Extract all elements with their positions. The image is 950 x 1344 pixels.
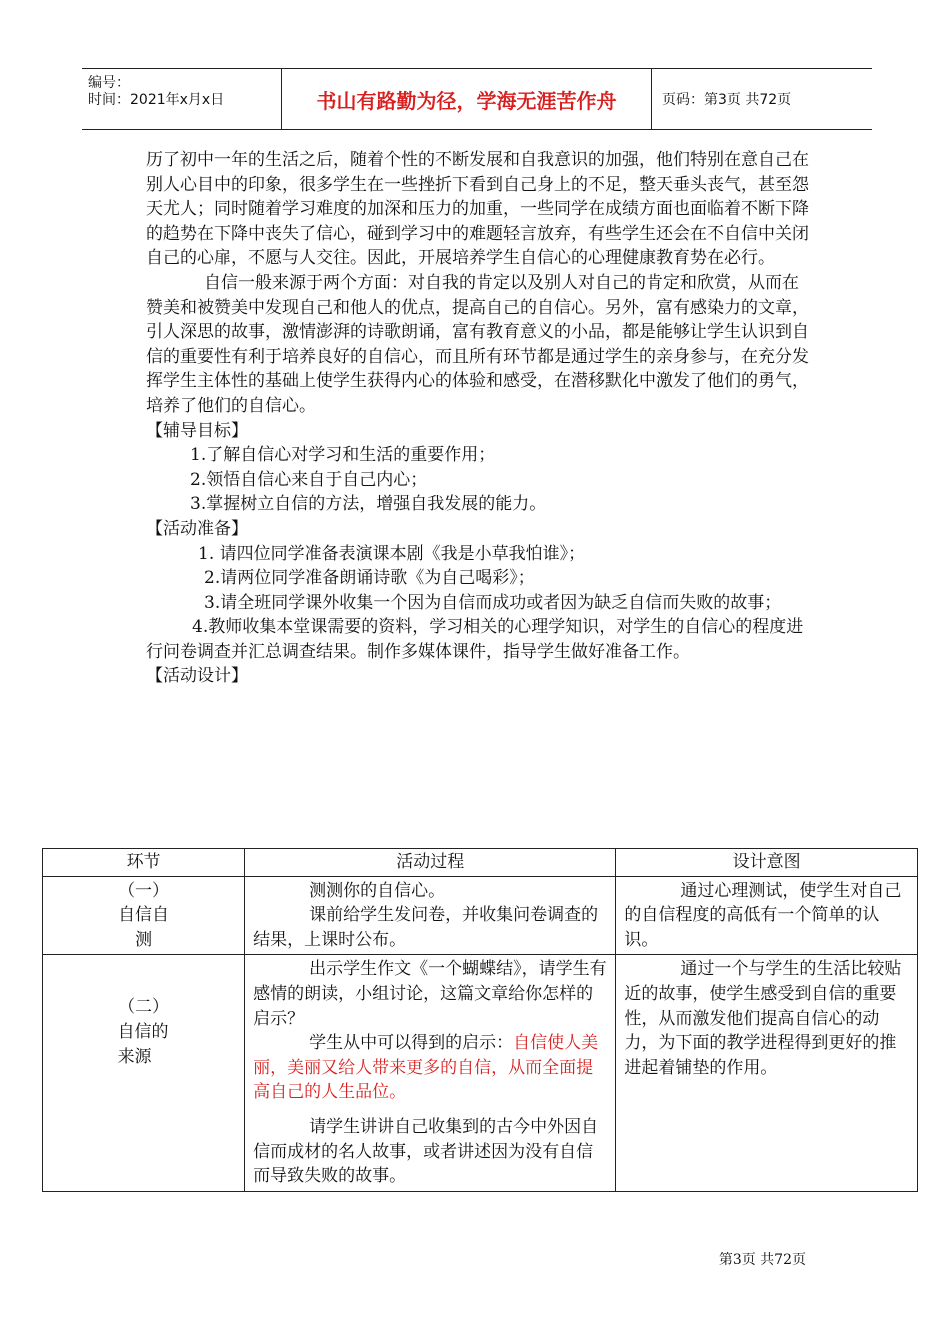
header-number: 编号：: [88, 75, 130, 91]
process-line: 测测你的自信心。: [309, 880, 446, 901]
stage-cell: [43, 955, 245, 1191]
process-cell: [245, 876, 616, 955]
stage-number: （二）: [118, 997, 170, 1018]
prep-item-4: 4.教师收集本堂课需要的资料，学习相关的心理学知识，对学生的自信心的程度进行问卷调查并汇总调查结果。制作多媒体课件，指导学生做好准备工作。: [146, 617, 804, 662]
document-body: [146, 148, 810, 689]
design-heading: 【活动设计】: [146, 666, 248, 687]
process-line: [253, 1031, 607, 1105]
goal-item-3: 3.掌握树立自信的方法，增强自我发展的能力。: [190, 494, 547, 515]
page-footer: 第3页 共72页: [718, 1252, 806, 1268]
goal-item-1: 1.了解自信心对学习和生活的重要作用；: [190, 445, 496, 466]
intent-text: 通过一个与学生的生活比较贴近的故事，使学生感受到自信的重要性，从而激发他们提高自信心的动力，为下面的教学进程得到更好的推进起着铺垫的作用。: [624, 959, 902, 1078]
stage-number: （一）: [118, 880, 170, 901]
table-header-row: [43, 849, 918, 877]
header-stage: 环节: [43, 849, 245, 877]
process-line: 请学生讲讲自己收集到的古今中外因自信而成材的名人故事，或者讲述因为没有自信而导致失败的故事。: [253, 1116, 599, 1187]
process-line: 出示学生作文《一个蝴蝶结》，请学生有感情的朗读，小组讨论，这篇文章给你怎样的启示？: [253, 959, 607, 1029]
intro-paragraph-1: 历了初中一年的生活之后，随着个性的不断发展和自我意识的加强，他们特别在意自己在别人心目中的印象，很多学生在一些挫折下看到自己身上的不足，整天垂头丧气，甚至怨天尤人；同时随着学习难度的加深和压力的加重，一些同学在成绩方面也面临着不断下降的趋势在下降中丧失了信心，碰到学习中的难题轻言放弃，有些学生还会在不自信中关闭自己的心扉，不愿与人交往。因此，开展培养学生自信心的心理健康教育势在必行。: [146, 150, 809, 269]
stage-name: 自信的来源: [117, 1021, 169, 1067]
intent-cell: [616, 876, 918, 955]
process-line: 课前给学生发问卷，并收集问卷调查的结果，上课时公布。: [253, 905, 599, 950]
process-cell: [245, 955, 616, 1191]
header-process: 活动过程: [245, 849, 616, 877]
header-date: 时间：2021年x月x日: [88, 92, 225, 108]
goal-item-2: 2.领悟自信心来自于自己内心；: [190, 469, 428, 490]
header-meta: [82, 69, 282, 129]
intent-text: 通过心理测试，使学生对自己的自信程度的高低有一个简单的认识。: [624, 880, 902, 950]
intent-cell: [616, 955, 918, 1191]
goals-heading: 【辅导目标】: [146, 420, 248, 441]
header-intent: 设计意图: [616, 849, 918, 877]
table-row: [43, 955, 918, 1191]
process-highlight: 自信使人美丽，美丽又给人带来更多的自信，从而全面提高自己的人生品位。: [253, 1033, 599, 1103]
stage-cell: [43, 876, 245, 955]
process-hint: 学生从中可以得到的启示：: [309, 1033, 514, 1054]
prep-item-1: 1. 请四位同学准备表演课本剧《我是小草我怕谁》；: [198, 543, 586, 564]
activity-design-table: [42, 848, 918, 1192]
table-row: [43, 876, 918, 955]
intro-paragraph-2: 自信一般来源于两个方面：对自我的肯定以及别人对自己的肯定和欣赏，从而在赞美和被赞美中发现自己和他人的优点，提高自己的自信心。另外，富有感染力的文章，引人深思的故事，激情澎湃的诗歌朗诵，富有教育意义的小品，都是能够让学生认识到自信的重要性有利于培养良好的自信心，而且所有环节都是通过学生的亲身参与，在充分发挥学生主体性的基础上使学生获得内心的体验和感受，在潜移默化中激发了他们的勇气，培养了他们的自信心。: [146, 272, 809, 416]
header-motto: 书山有路勤为径，学海无涯苦作舟: [282, 69, 652, 129]
prep-item-2: 2.请两位同学准备朗诵诗歌《为自己喝彩》；: [204, 568, 535, 589]
prep-item-3: 3.请全班同学课外收集一个因为自信而成功或者因为缺乏自信而失败的故事；: [204, 592, 782, 613]
header-page-number: 页码：第3页 共72页: [662, 92, 792, 108]
page-header: [82, 68, 872, 130]
stage-name: 自信自测: [118, 905, 170, 950]
prep-heading: 【活动准备】: [146, 518, 248, 539]
